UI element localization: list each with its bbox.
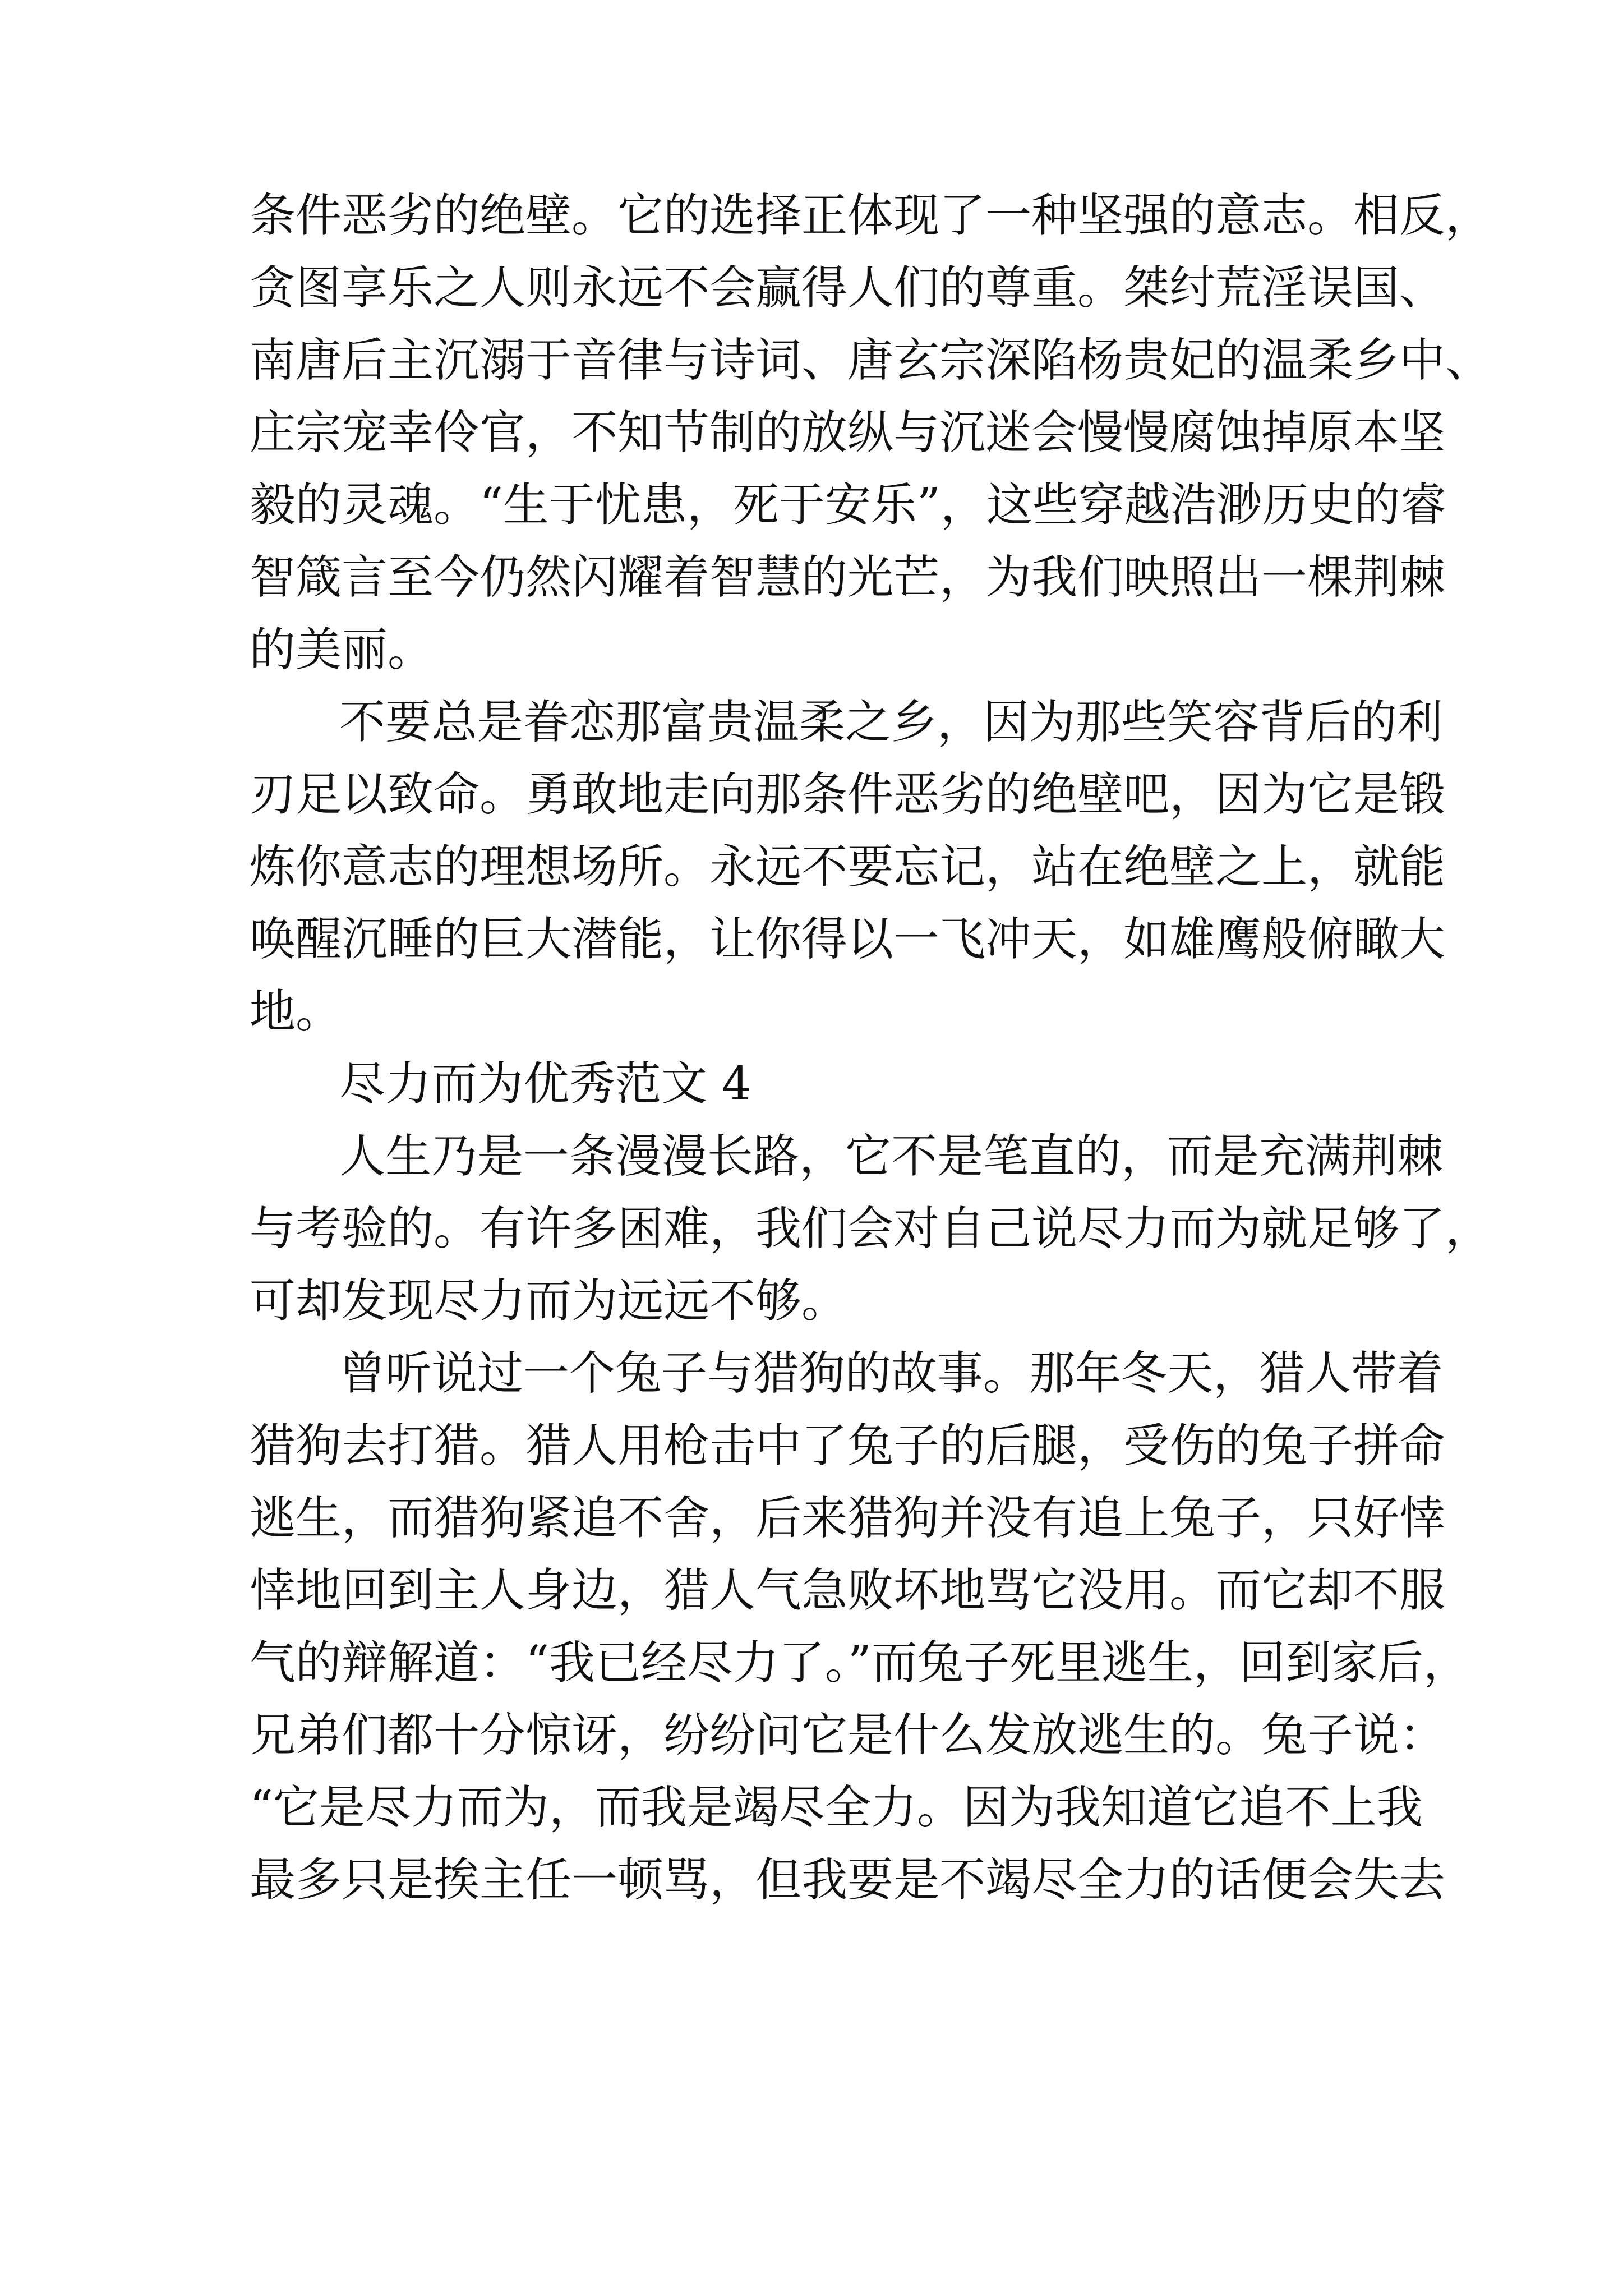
text-line: 炼你意志的理想场所。永远不要忘记，站在绝壁之上，就能: [250, 840, 1446, 894]
text-line: 可却发现尽力而为远远不够。: [250, 1274, 848, 1328]
text-line: 最多只是挨主任一顿骂，但我要是不竭尽全力的话便会失去: [250, 1853, 1446, 1907]
text-line: 人生乃是一条漫漫长路，它不是笔直的，而是充满荆棘: [339, 1130, 1444, 1183]
text-line: 南唐后主沉溺于音律与诗词、唐玄宗深陷杨贵妃的温柔乡中、: [250, 334, 1492, 387]
text-line: 地。: [250, 985, 342, 1038]
section-heading: 尽力而为优秀范文 4: [339, 1057, 751, 1111]
text-line: 条件恶劣的绝壁。它的选择正体现了一种坚强的意志。相反，: [250, 189, 1492, 242]
text-line: 智箴言至今仍然闪耀着智慧的光芒，为我们映照出一棵荆棘: [250, 551, 1446, 604]
body-text: [250, 180, 1492, 1916]
text-line: 曾听说过一个兔子与猎狗的故事。那年冬天，猎人带着: [339, 1347, 1444, 1400]
text-line: 兄弟们都十分惊讶，纷纷问它是什么发放逃生的。兔子说：: [250, 1709, 1446, 1762]
text-line: “它是尽力而为，而我是竭尽全力。因为我知道它追不上我: [250, 1781, 1423, 1834]
text-line: 唤醒沉睡的巨大潜能，让你得以一飞冲天，如雄鹰般俯瞰大: [250, 913, 1446, 966]
text-line: 猎狗去打猎。猎人用枪击中了兔子的后腿，受伤的兔子拼命: [250, 1419, 1446, 1473]
text-line: 不要总是眷恋那富贵温柔之乡，因为那些笑容背后的利: [339, 696, 1444, 749]
text-line: 贪图享乐之人则永远不会赢得人们的尊重。桀纣荒淫误国、: [250, 261, 1446, 315]
text-line: 悻地回到主人身边，猎人气急败坏地骂它没用。而它却不服: [250, 1564, 1446, 1617]
text-line: 气的辩解道：“我已经尽力了。”而兔子死里逃生，回到家后，: [250, 1636, 1469, 1690]
text-line: 庄宗宠幸伶官，不知节制的放纵与沉迷会慢慢腐蚀掉原本坚: [250, 406, 1446, 459]
text-line: 刃足以致命。勇敢地走向那条件恶劣的绝壁吧，因为它是锻: [250, 768, 1446, 821]
text-line: 逃生，而猎狗紧追不舍，后来猎狗并没有追上兔子，只好悻: [250, 1492, 1446, 1545]
text-line: 毅的灵魂。“生于忧患，死于安乐”，这些穿越浩渺历史的睿: [250, 478, 1446, 532]
text-line: 的美丽。: [250, 623, 434, 677]
text-line: 与考验的。有许多困难，我们会对自己说尽力而为就足够了，: [250, 1202, 1492, 1255]
